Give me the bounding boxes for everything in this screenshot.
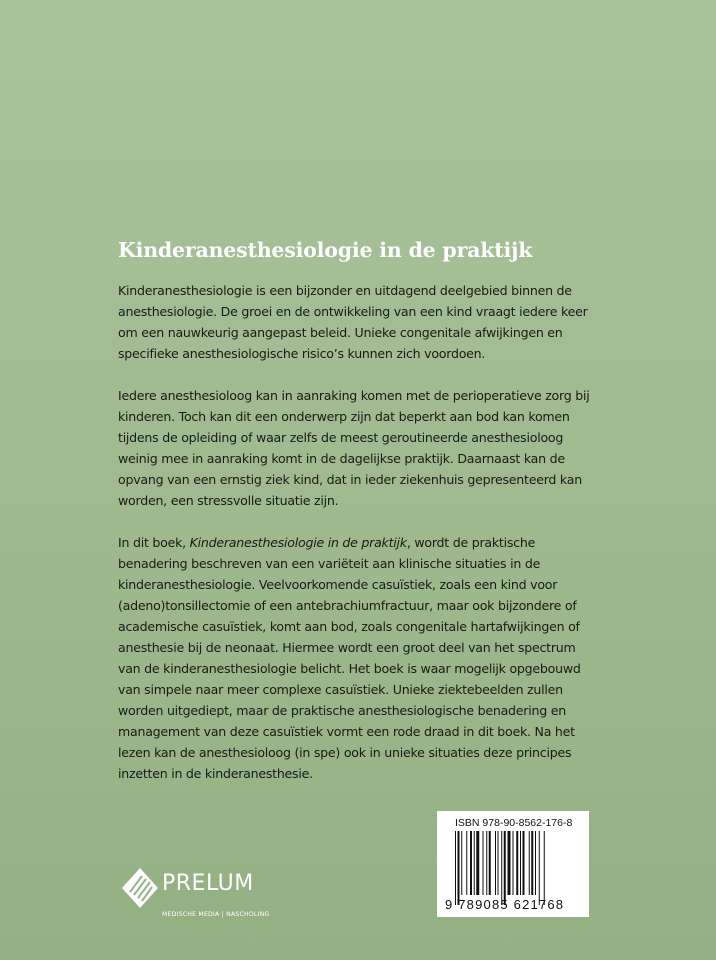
barcode-bar bbox=[455, 831, 456, 905]
barcode-bar bbox=[508, 831, 511, 895]
text-line bbox=[118, 532, 638, 553]
text-line: van de kinderanesthesiologie belicht. Het boek is waar mogelijk opgebouwd bbox=[118, 661, 581, 676]
barcode-bar bbox=[513, 831, 514, 895]
text-line: lezen kan de anesthesioloog (in spe) ook in unieke situaties deze principes bbox=[118, 745, 572, 760]
barcode-bar bbox=[470, 831, 472, 895]
barcode-bar bbox=[489, 831, 491, 895]
barcode-bar bbox=[466, 831, 467, 895]
book-title: Kinderanesthesiologie in de praktijk bbox=[118, 238, 533, 262]
text-line: benadering beschreven van een variëteit aan klinische situaties in de bbox=[118, 556, 541, 571]
isbn-label: ISBN 978-90-8562-176-8 bbox=[455, 817, 573, 829]
paragraph-3 bbox=[118, 532, 638, 784]
text: In dit boek, bbox=[118, 535, 190, 550]
barcode-bar bbox=[535, 831, 536, 895]
text-line: worden, een stressvolle situatie zijn. bbox=[118, 493, 339, 508]
text-line: kinderanesthesiologie. Veelvoorkomende casuïstiek, zoals een kind voor bbox=[118, 577, 558, 592]
barcode-bar bbox=[474, 831, 475, 895]
barcode-bar bbox=[529, 831, 530, 895]
publisher-name: PRELUM bbox=[162, 871, 254, 896]
text-line: (adeno)tonsillectomie of een antebrachiumfractuur, maar ook bijzondere of bbox=[118, 598, 577, 613]
barcode-bar bbox=[539, 831, 540, 905]
barcode-bar bbox=[523, 831, 525, 895]
text-line: Iedere anesthesioloog kan in aanraking komen met de perioperatieve zorg bij bbox=[118, 388, 590, 403]
text-line: tijdens de opleiding of waar zelfs de meest geroutineerde anesthesioloog bbox=[118, 430, 564, 445]
paragraph-1 bbox=[118, 280, 638, 364]
barcode-bar bbox=[486, 831, 487, 895]
text-line: anesthesie bij de neonaat. Hiermee wordt een groot deel van het spectrum bbox=[118, 640, 576, 655]
barcode-bar bbox=[531, 831, 533, 895]
barcode-digits: 9 789085 621768 bbox=[445, 897, 565, 912]
barcode-bar bbox=[520, 831, 521, 895]
text-line: management van deze casuïstiek vormt een rode draad in dit boek. Na het bbox=[118, 724, 575, 739]
barcode-bar bbox=[476, 831, 479, 895]
text-line: opvang van een ernstig ziek kind, dat in ieder ziekenhuis gepresenteerd kan bbox=[118, 472, 582, 487]
text-line: anesthesiologie. De groei en de ontwikkeling van een kind vraagt iedere keer bbox=[118, 304, 588, 319]
text-line: specifieke anesthesiologische risico’s kunnen zich voordoen. bbox=[118, 346, 486, 361]
text-line: weinig mee in aanraking komt in de dagelijkse praktijk. Daarnaast kan de bbox=[118, 451, 565, 466]
barcode-bar bbox=[458, 831, 460, 905]
text-line: om een nauwkeurig aangepast beleid. Unieke congenitale afwijkingen en bbox=[118, 325, 563, 340]
publisher-tagline: MEDISCHE MEDIA | NASCHOLING bbox=[162, 911, 270, 918]
text-line: van simpele naar meer complexe casuïstiek. Unieke ziektebeelden zullen bbox=[118, 682, 563, 697]
barcode-bar bbox=[495, 831, 496, 895]
barcode-bar bbox=[483, 831, 484, 895]
barcode-bar bbox=[504, 831, 506, 905]
text-line: kinderen. Toch kan dit een onderwerp zijn dat beperkt aan bod kan komen bbox=[118, 409, 570, 424]
barcode-bar bbox=[516, 831, 518, 895]
barcode-bar bbox=[461, 831, 462, 895]
text-line: inzetten in de kinderanesthesie. bbox=[118, 766, 313, 781]
text-line: Kinderanesthesiologie is een bijzonder en uitdagend deelgebied binnen de bbox=[118, 283, 572, 298]
text-line: academische casuïstiek, komt aan bod, zoals congenitale hartafwijkingen of bbox=[118, 619, 580, 634]
barcode-bar bbox=[501, 831, 502, 905]
barcode-bar bbox=[544, 831, 545, 905]
prelum-diamond-icon bbox=[120, 866, 160, 914]
book-title-italic: Kinderanesthesiologie in de praktijk bbox=[189, 535, 407, 550]
isbn-barcode bbox=[437, 811, 589, 917]
text-line: worden uitgediept, maar de praktische anesthesiologische benadering en bbox=[118, 703, 566, 718]
paragraph-2 bbox=[118, 385, 638, 511]
barcode-bar bbox=[498, 831, 499, 895]
publisher-logo bbox=[120, 866, 270, 918]
text: , wordt de praktische bbox=[406, 535, 536, 550]
blurb bbox=[118, 280, 638, 805]
